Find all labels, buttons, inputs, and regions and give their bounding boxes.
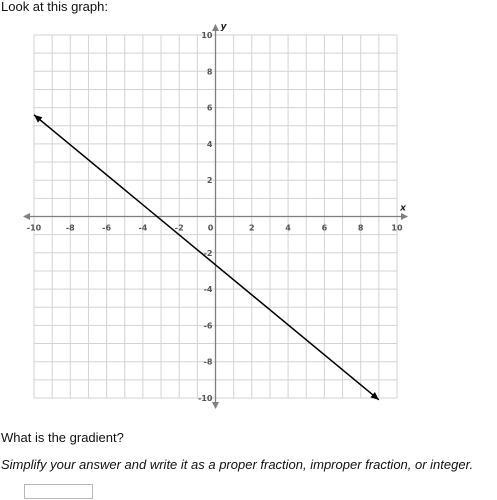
y-tick-label: 8 [206, 67, 213, 77]
prompt-text: Look at this graph: [1, 0, 108, 14]
y-tick-label: 6 [206, 103, 213, 113]
x-axis-arrow-left [23, 213, 30, 220]
y-tick-label: 10 [201, 31, 213, 40]
y-tick-label: -8 [203, 357, 213, 367]
x-tick-label: -10 [26, 223, 42, 233]
x-tick-label: -4 [138, 223, 148, 233]
y-tick-label: -10 [198, 394, 213, 403]
axes [23, 22, 408, 409]
x-tick-label: 6 [321, 223, 328, 233]
x-tick-label: 8 [357, 223, 364, 233]
x-tick-label: -8 [65, 223, 75, 233]
question-text: What is the gradient? [1, 430, 124, 445]
x-tick-label: 10 [391, 223, 403, 233]
x-axis-arrow-right [401, 213, 408, 220]
y-tick-label: -6 [203, 321, 213, 331]
x-tick-label: 4 [285, 223, 291, 233]
x-tick-label: 0 [207, 223, 214, 233]
y-axis-arrow-down [212, 402, 219, 409]
x-axis-label: x [400, 203, 406, 214]
y-axis-arrow-up [212, 24, 219, 31]
y-tick-label: 4 [206, 139, 213, 149]
x-tick-label: -6 [102, 223, 112, 233]
y-tick-label: 2 [206, 176, 213, 186]
answer-input[interactable] [24, 484, 93, 499]
x-tick-label: 2 [249, 223, 255, 233]
y-tick-label: -4 [203, 285, 213, 295]
y-tick-label: -2 [203, 248, 213, 258]
y-axis-label: y [220, 22, 227, 32]
x-tick-label: -2 [174, 223, 184, 233]
instruction-text: Simplify your answer and write it as a proper fraction, improper fraction, or integer. [1, 457, 474, 472]
